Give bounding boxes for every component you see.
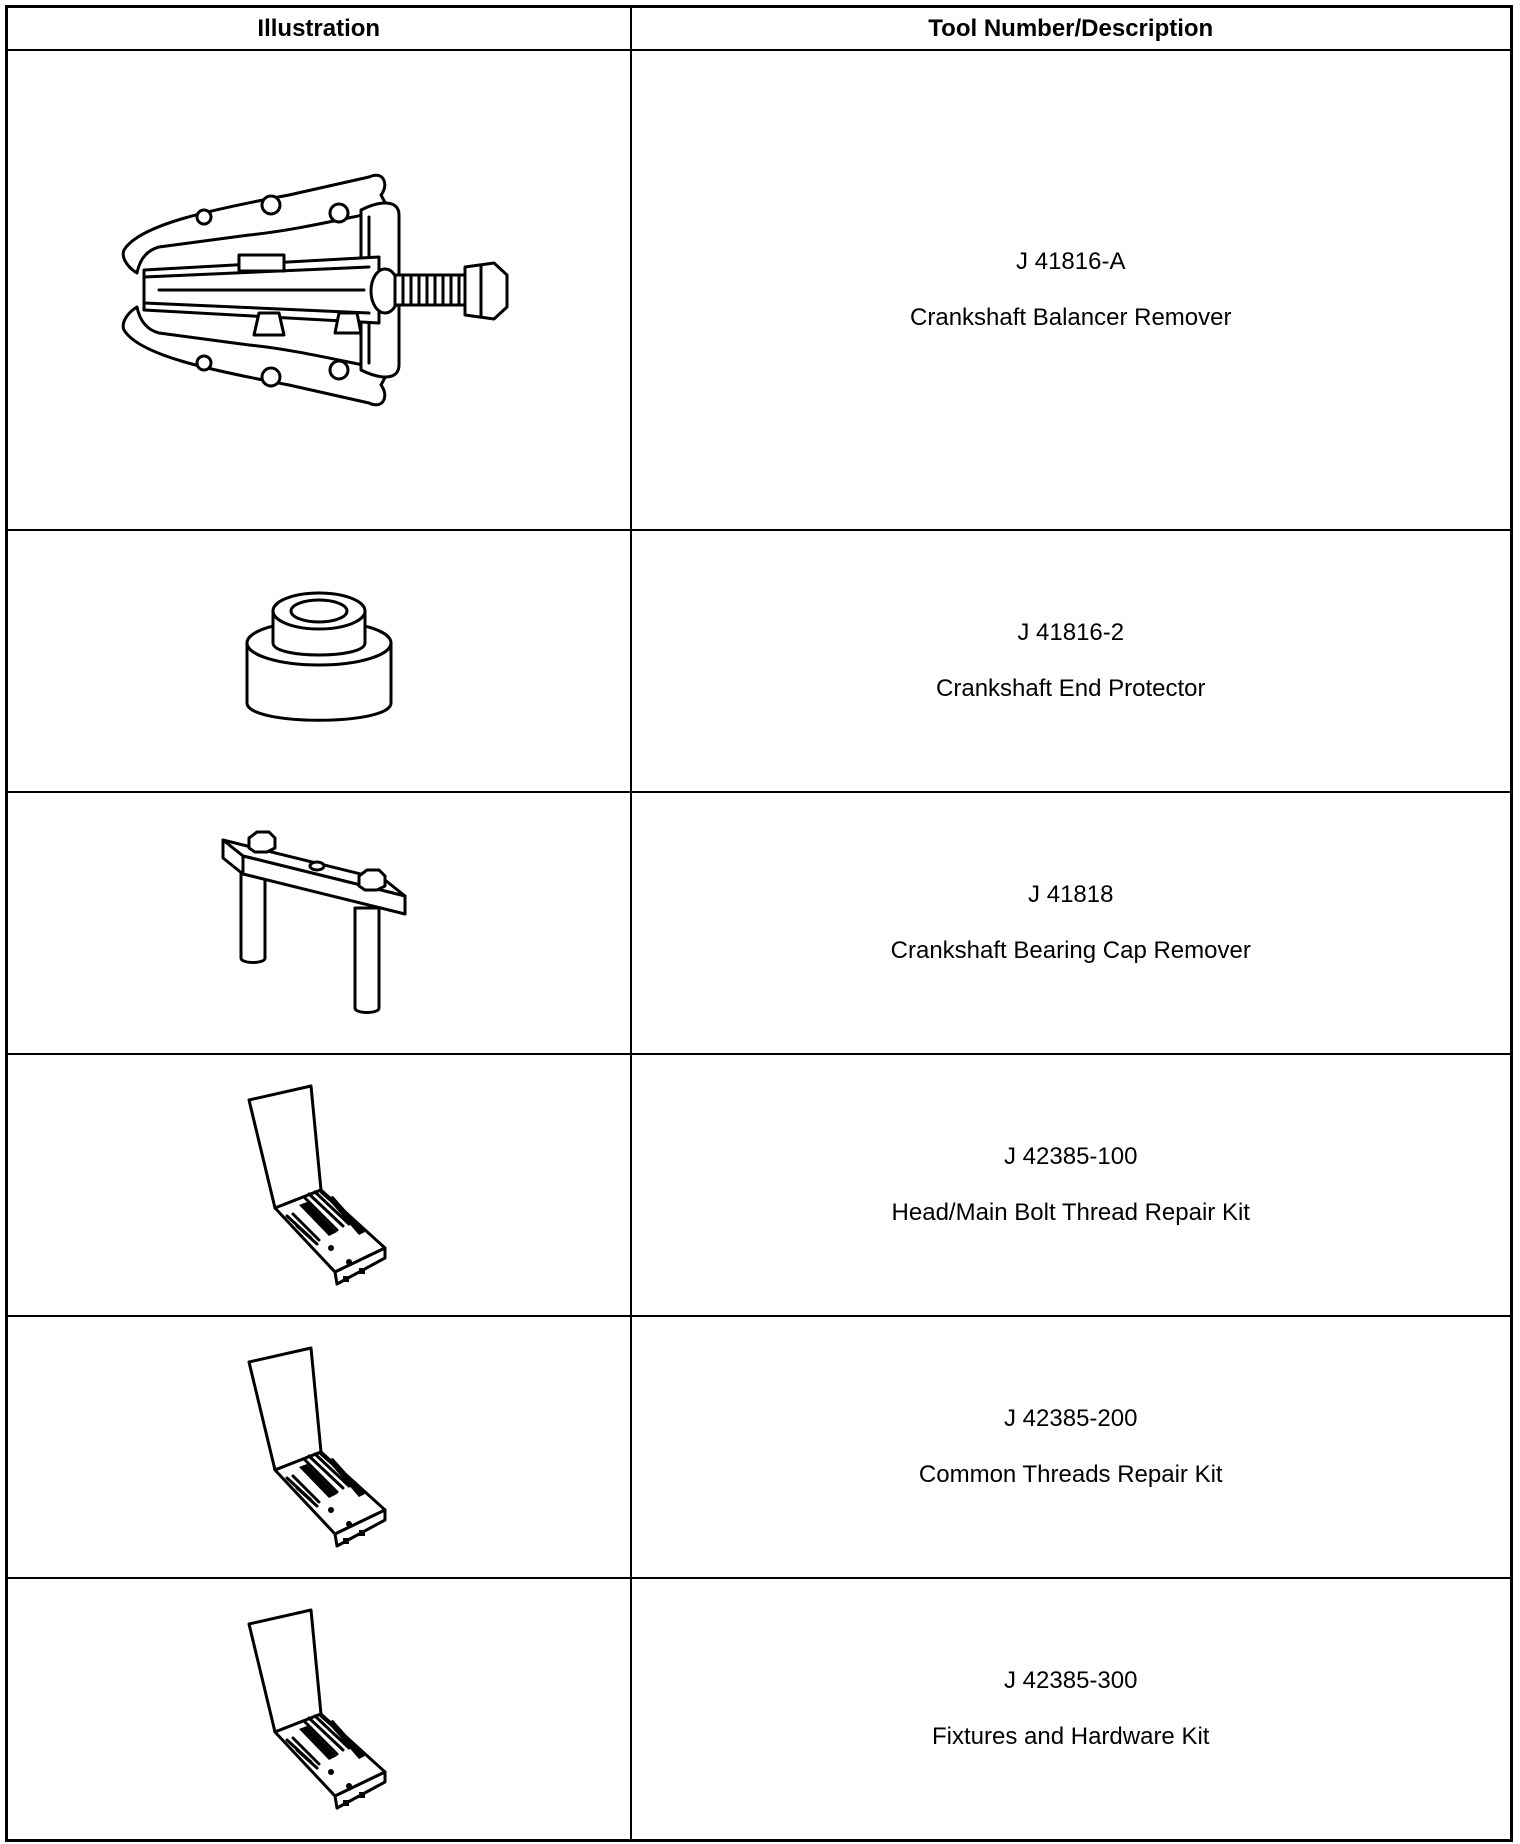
tool-description-cell <box>631 1054 1512 1316</box>
illustration-cell <box>7 792 631 1054</box>
table-row <box>7 50 1512 530</box>
table-row <box>7 1054 1512 1316</box>
puller-tool-icon <box>99 155 539 425</box>
thread-repair-kit-icon <box>239 1080 399 1290</box>
header-illustration: Illustration <box>7 7 631 51</box>
tool-name: Fixtures and Hardware Kit <box>932 1723 1210 1750</box>
tool-name: Head/Main Bolt Thread Repair Kit <box>891 1199 1250 1226</box>
tool-number: J 42385-100 <box>1004 1143 1138 1170</box>
tool-number: J 41818 <box>1028 881 1114 908</box>
end-protector-icon <box>239 581 399 741</box>
tool-number: J 41816-A <box>1016 248 1126 275</box>
tool-name: Crankshaft End Protector <box>936 675 1206 702</box>
header-tool-description: Tool Number/Description <box>631 7 1512 51</box>
tool-description-cell <box>631 792 1512 1054</box>
bearing-cap-remover-icon <box>219 818 419 1028</box>
header-row <box>7 7 1512 51</box>
tool-description-cell <box>631 1316 1512 1578</box>
thread-repair-kit-icon <box>239 1342 399 1552</box>
illustration-cell <box>7 1054 631 1316</box>
special-tools-table <box>5 5 1513 1842</box>
table-row <box>7 1316 1512 1578</box>
table-row <box>7 530 1512 792</box>
tool-number: J 42385-200 <box>1004 1405 1138 1432</box>
tool-description-cell <box>631 50 1512 530</box>
table-row <box>7 792 1512 1054</box>
tool-description-cell <box>631 1578 1512 1841</box>
thread-repair-kit-icon <box>239 1604 399 1814</box>
illustration-cell <box>7 50 631 530</box>
illustration-cell <box>7 1316 631 1578</box>
tool-name: Crankshaft Bearing Cap Remover <box>890 937 1251 964</box>
table-row <box>7 1578 1512 1841</box>
tool-name: Crankshaft Balancer Remover <box>910 304 1232 331</box>
tool-description-cell <box>631 530 1512 792</box>
tool-number: J 41816-2 <box>1017 619 1125 646</box>
tool-number: J 42385-300 <box>1004 1667 1138 1694</box>
tool-name: Common Threads Repair Kit <box>918 1461 1223 1488</box>
illustration-cell <box>7 1578 631 1841</box>
illustration-cell <box>7 530 631 792</box>
